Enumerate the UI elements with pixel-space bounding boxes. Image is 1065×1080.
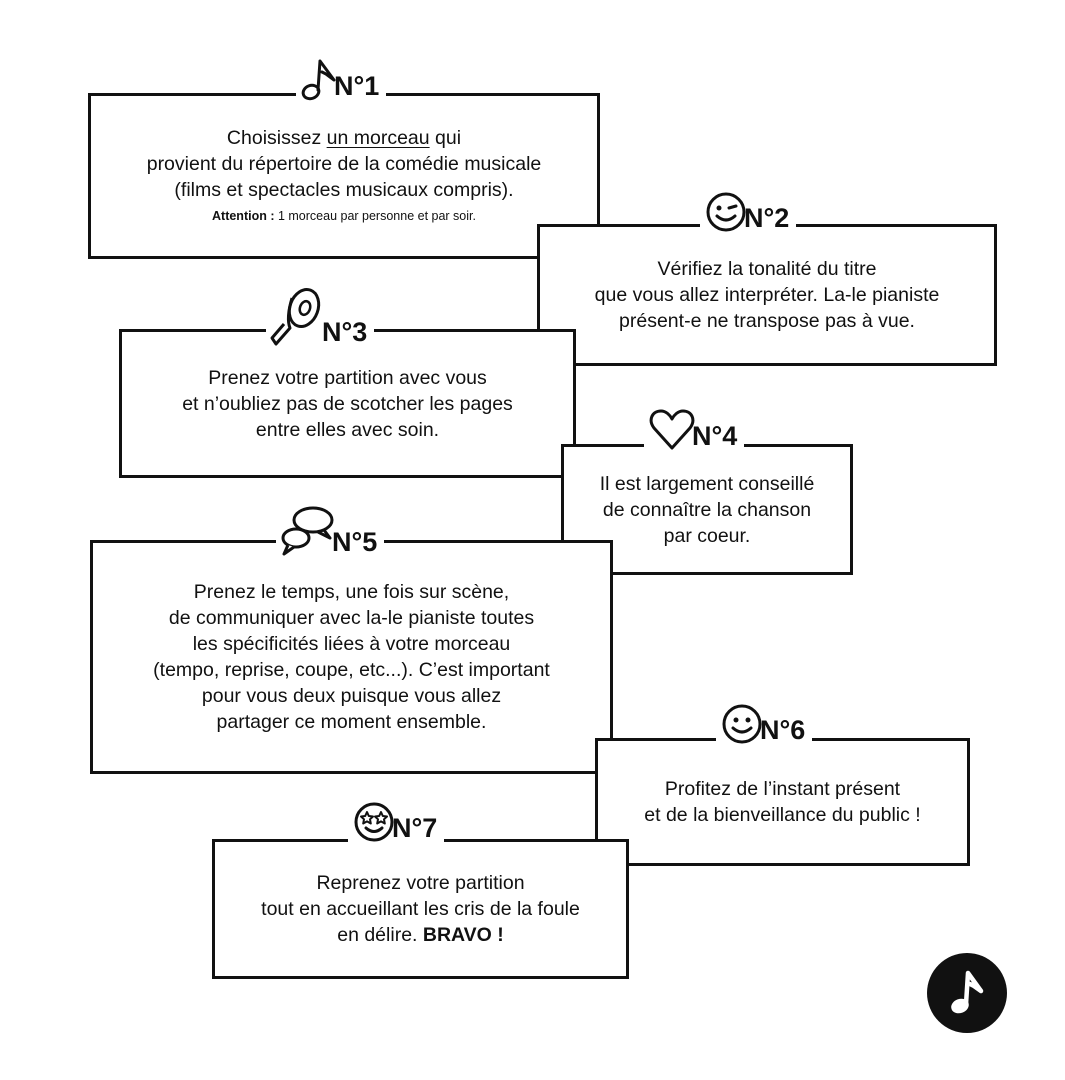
step-2-line-2: que vous allez interpréter. La-le pianiste: [594, 284, 940, 306]
step-7-line-3: en délire. BRAVO !: [337, 924, 504, 946]
smiley-face-icon: [720, 702, 764, 746]
winking-face-icon: [704, 190, 748, 234]
step-1-line-2: provient du répertoire de la comédie musicale: [146, 153, 542, 175]
step-5-badge: [276, 502, 384, 558]
step-3-card: [119, 329, 576, 478]
step-3-line-1: Prenez votre partition avec vous: [208, 366, 487, 389]
step-5-line-3: les spécificités liées à votre morceau: [192, 633, 511, 655]
step-7-line-1: Reprenez votre partition: [316, 872, 525, 894]
step-2-number: N°2: [744, 203, 790, 233]
step-2-line-1: Vérifiez la tonalité du titre: [657, 258, 877, 280]
step-3-line-3: entre elles avec soin.: [255, 418, 440, 441]
step-5-line-5: pour vous deux puisque vous allez: [201, 685, 502, 707]
heart-icon: [648, 408, 696, 452]
step-1-card: [88, 93, 600, 259]
step-3-line-2: et n’oubliez pas de scotcher les pages: [182, 392, 513, 415]
step-6-number: N°6: [760, 715, 806, 745]
step-5-line-6: partager ce moment ensemble.: [216, 711, 487, 733]
step-7-number: N°7: [392, 813, 438, 843]
step-5-card: [90, 540, 613, 774]
step-1-badge: [296, 58, 386, 102]
step-7-badge: [348, 800, 444, 844]
step-4-line-1: Il est largement conseillé: [599, 472, 815, 495]
step-5-line-2: de communiquer avec la-le pianiste toutes: [168, 607, 535, 629]
step-2-line-3: présent-e ne transpose pas à vue.: [619, 310, 915, 332]
step-5-line-4: (tempo, reprise, coupe, etc...). C’est important: [153, 659, 550, 681]
step-2-badge: [700, 190, 796, 234]
step-2-card: [537, 224, 997, 366]
step-5-line-1: Prenez le temps, une fois sur scène,: [193, 581, 510, 603]
step-7-line-2: tout en accueillant les cris de la foule: [261, 898, 580, 920]
step-6-badge: [716, 702, 812, 746]
step-6-line-1: Profitez de l’instant présent: [664, 778, 901, 800]
bravo-text: BRAVO !: [422, 924, 504, 946]
music-note-icon: [300, 58, 338, 102]
tape-roll-icon: [270, 286, 326, 348]
step-1-line-1: Choisissez un morceau qui: [226, 127, 462, 149]
step-4-line-2: de connaître la chanson: [602, 498, 812, 521]
step-3-badge: [266, 286, 374, 348]
speech-bubbles-icon: [280, 502, 336, 558]
star-eyes-face-icon: [352, 800, 396, 844]
step-6-line-2: et de la bienveillance du public !: [644, 804, 921, 826]
step-3-number: N°3: [322, 317, 368, 347]
step-4-line-3: par coeur.: [663, 524, 751, 547]
step-1-number: N°1: [334, 71, 380, 101]
step-1-line-3: (films et spectacles musicaux compris).: [174, 179, 514, 201]
step-4-badge: [644, 408, 744, 452]
step-6-card: [595, 738, 970, 866]
step-5-number: N°5: [332, 527, 378, 557]
step-4-number: N°4: [692, 421, 738, 451]
step-7-card: [212, 839, 629, 979]
step-1-note: Attention : 1 morceau par personne et par soir.: [212, 209, 476, 223]
music-note-logo-icon: [927, 953, 1007, 1033]
